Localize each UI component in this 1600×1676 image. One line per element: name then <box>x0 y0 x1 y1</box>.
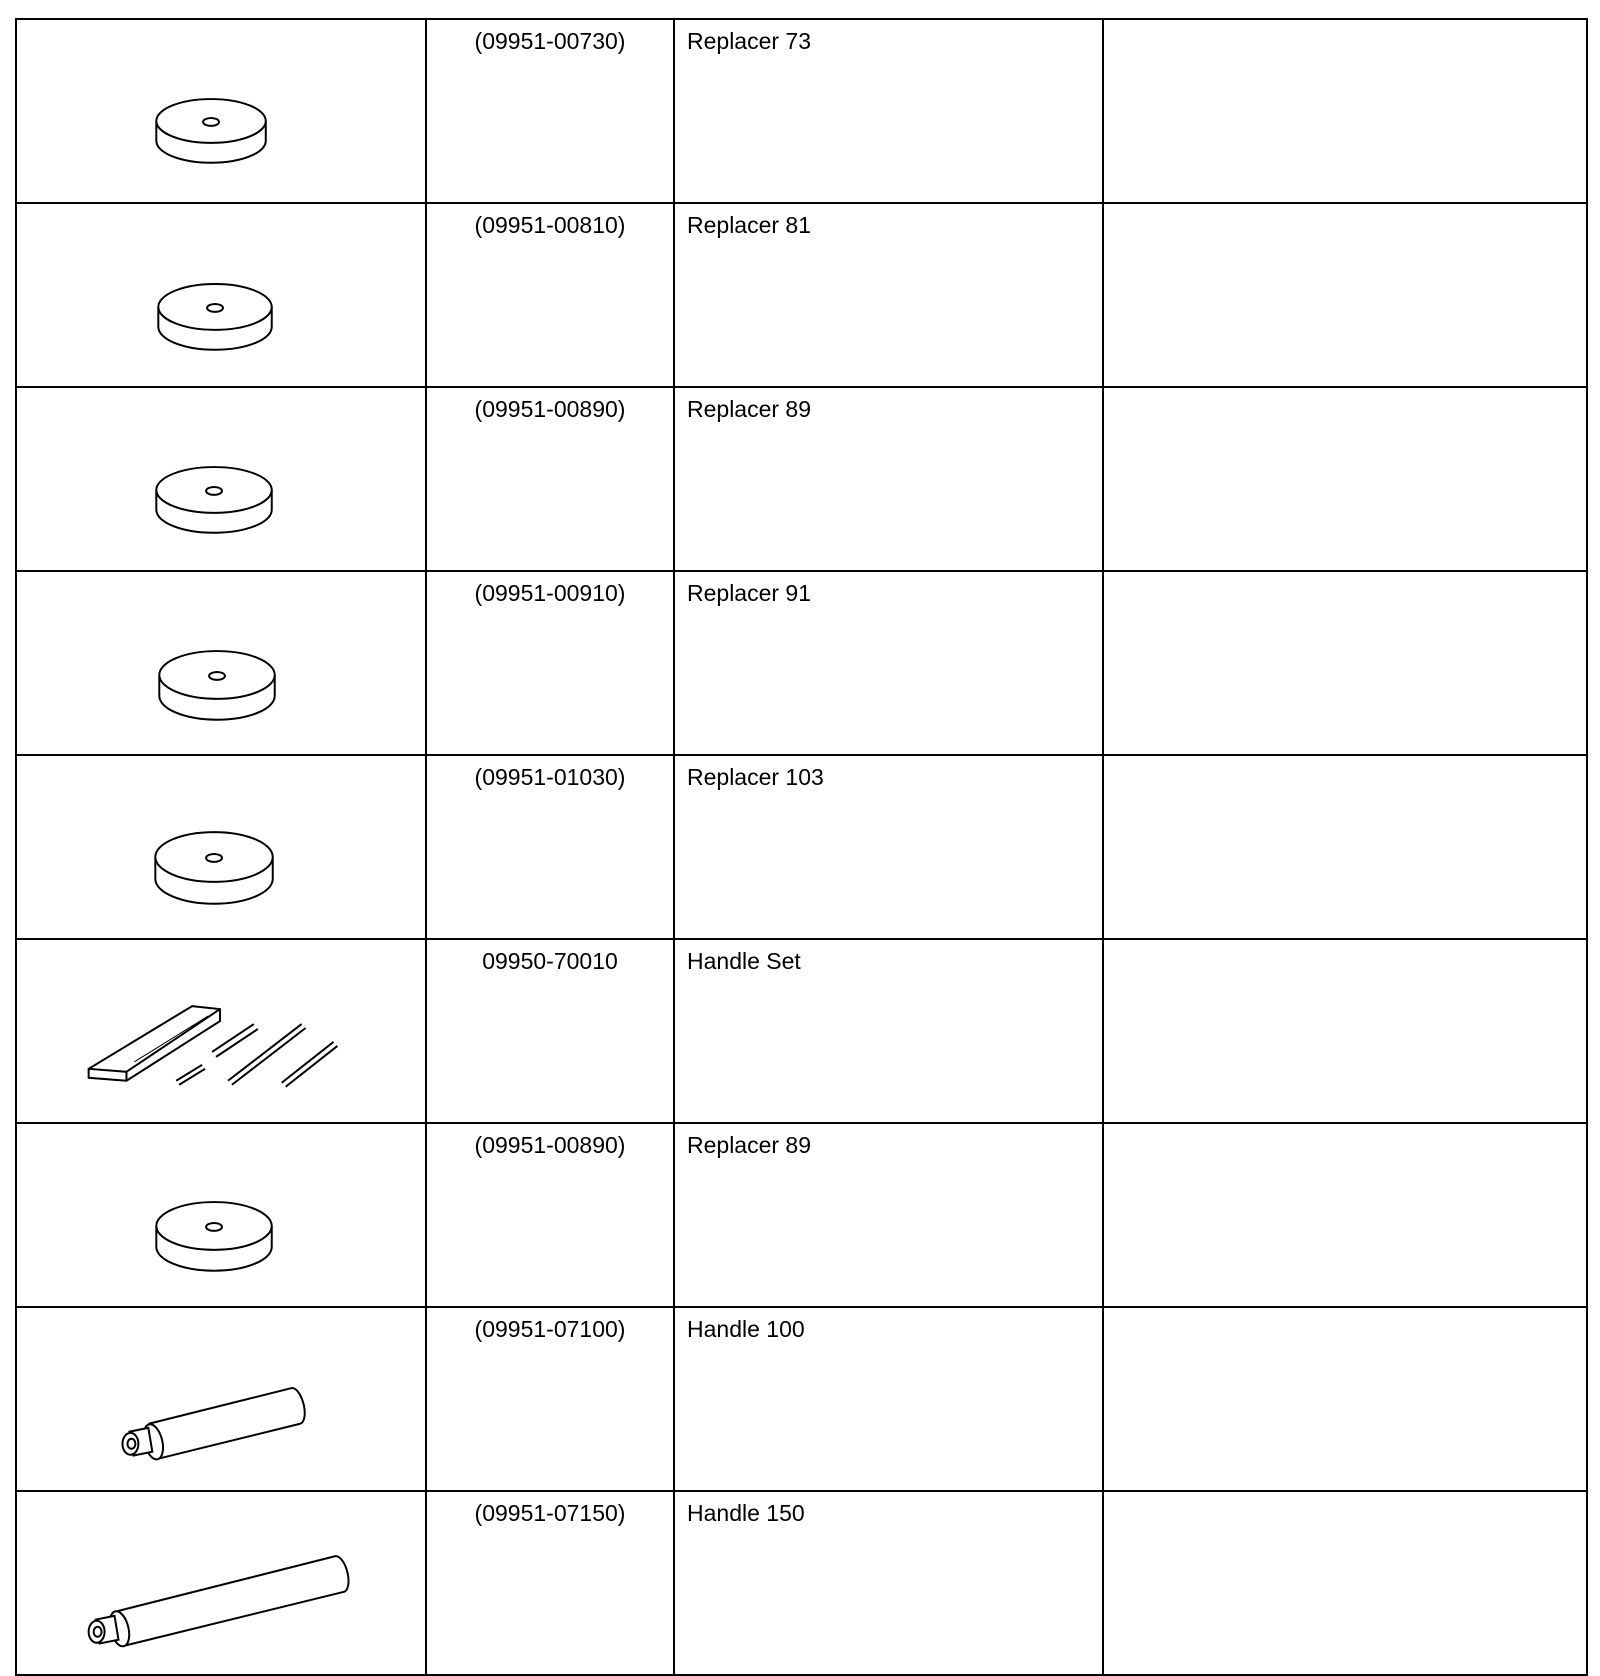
part-name: Replacer 73 <box>674 19 1103 203</box>
part-number: (09951-01030) <box>426 755 674 939</box>
tool-illustration-cell <box>16 1123 426 1307</box>
tool-illustration-cell <box>16 939 426 1123</box>
replacer-disc-icon <box>17 572 425 754</box>
table-row <box>16 19 1587 203</box>
part-name: Handle 100 <box>674 1307 1103 1491</box>
replacer-disc-icon <box>17 20 425 202</box>
part-name: Handle Set <box>674 939 1103 1123</box>
part-number: (09951-00890) <box>426 1123 674 1307</box>
part-number: (09951-07150) <box>426 1491 674 1675</box>
part-name: Handle 150 <box>674 1491 1103 1675</box>
part-name: Replacer 81 <box>674 203 1103 387</box>
note-cell <box>1103 387 1587 571</box>
replacer-disc-icon <box>17 756 425 938</box>
table-row <box>16 1307 1587 1491</box>
part-name: Replacer 89 <box>674 1123 1103 1307</box>
note-cell <box>1103 19 1587 203</box>
table-row <box>16 571 1587 755</box>
part-number: (09951-00810) <box>426 203 674 387</box>
handle-short-icon <box>17 1308 425 1490</box>
table-row <box>16 203 1587 387</box>
note-cell <box>1103 1307 1587 1491</box>
part-number: (09951-00910) <box>426 571 674 755</box>
tool-illustration-cell <box>16 387 426 571</box>
tool-illustration-cell <box>16 1491 426 1675</box>
part-number: (09951-00890) <box>426 387 674 571</box>
tool-illustration-cell <box>16 203 426 387</box>
part-number: (09951-00730) <box>426 19 674 203</box>
tool-illustration-cell <box>16 755 426 939</box>
replacer-disc-icon <box>17 1124 425 1306</box>
table-row <box>16 939 1587 1123</box>
note-cell <box>1103 571 1587 755</box>
part-name: Replacer 91 <box>674 571 1103 755</box>
note-cell <box>1103 939 1587 1123</box>
replacer-disc-icon <box>17 388 425 570</box>
part-name: Replacer 89 <box>674 387 1103 571</box>
handle-long-icon <box>17 1492 425 1674</box>
tool-illustration-cell <box>16 19 426 203</box>
note-cell <box>1103 1123 1587 1307</box>
table-row <box>16 755 1587 939</box>
table-row <box>16 1123 1587 1307</box>
table-row <box>16 1491 1587 1675</box>
note-cell <box>1103 755 1587 939</box>
table-row <box>16 387 1587 571</box>
part-number: 09950-70010 <box>426 939 674 1123</box>
part-name: Replacer 103 <box>674 755 1103 939</box>
note-cell <box>1103 1491 1587 1675</box>
part-number: (09951-07100) <box>426 1307 674 1491</box>
replacer-disc-icon <box>17 204 425 386</box>
tool-table <box>15 18 1588 1676</box>
tool-illustration-cell <box>16 571 426 755</box>
handle-set-icon <box>17 940 425 1122</box>
note-cell <box>1103 203 1587 387</box>
tool-illustration-cell <box>16 1307 426 1491</box>
